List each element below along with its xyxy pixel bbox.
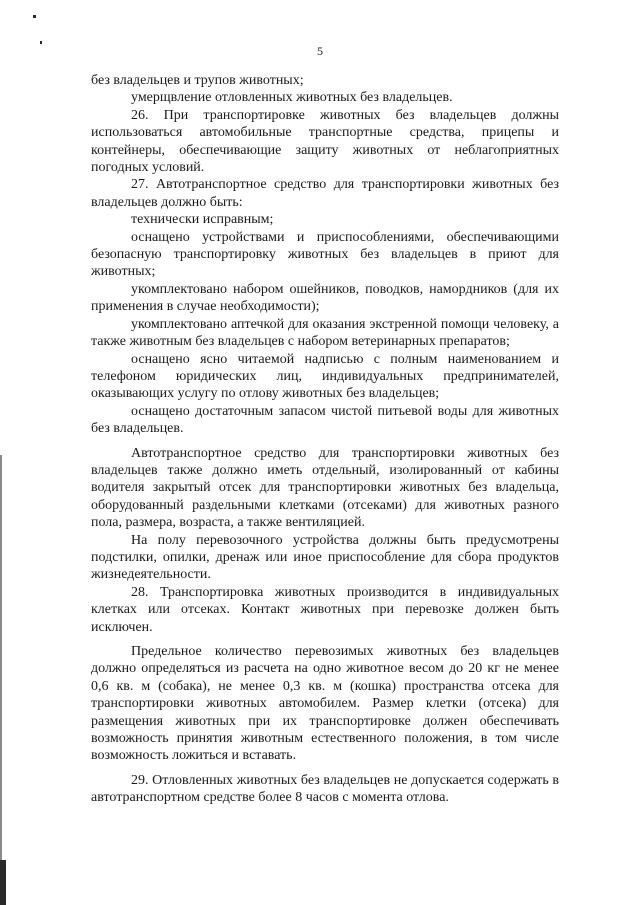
scan-mark xyxy=(33,15,36,18)
paragraph: технически исправным; xyxy=(131,212,274,228)
paragraph: Автотранспортное средство для транспортировки животных без владельцев также должно иметь отдельный, изолированный от кабины водителя закрытый отсек для транспортировки животных без владельца, оборудованный раздельными клетками (отсеками) для животных разного пола, размера, возраста, а также вентиляцией. xyxy=(91,445,559,531)
paragraph: оснащено устройствами и приспособлениями, обеспечивающими безопасную транспортировку животных без владельцев в приют для животных; xyxy=(91,229,559,280)
document-body xyxy=(91,72,559,807)
page-number: 5 xyxy=(317,44,323,58)
paragraph: умерщвление отловленных животных без владельцев. xyxy=(131,90,453,106)
paragraph: укомплектовано набором ошейников, поводков, намордников (для их применения в случае необходимости); xyxy=(91,281,559,315)
paragraph: оснащено достаточным запасом чистой питьевой воды для животных без владельцев. xyxy=(91,403,559,437)
paragraph: 28. Транспортировка животных производится в индивидуальных клетках или отсеках. Контакт животных при перевозке должен быть исключен. xyxy=(91,584,559,635)
paragraph: укомплектовано аптечкой для оказания экстренной помощи человеку, а также животным без владельцев с набором ветеринарных препаратов; xyxy=(91,316,559,350)
paragraph: 26. При транспортировке животных без владельцев должны использоваться автомобильные транспортные средства, прицепы и контейнеры, обеспечивающие защиту животных от неблагоприятных погодных условий. xyxy=(91,107,559,176)
paragraph: На полу перевозочного устройства должны быть предусмотрены подстилки, опилки, дренаж или иное приспособление для сбора продуктов жизнедеятельности. xyxy=(91,532,559,583)
scan-mark xyxy=(40,41,42,44)
paragraph: Предельное количество перевозимых животных без владельцев должно определяться из расчета на одно животное весом до 20 кг не менее 0,6 кв. м (собака), не менее 0,3 кв. м (кошка) пространства отсека для транспортировки животных автомобилем. Размер клетки (отсека) для размещения животных при их транспортировке должен обеспечивать возможность принятия животным естественного положения, в том числе возможность ложиться и вставать. xyxy=(91,644,559,764)
paragraph: 27. Автотранспортное средство для транспортировки животных без владельцев должно быть: xyxy=(91,177,559,210)
scan-mark xyxy=(0,860,6,905)
paragraph: оснащено ясно читаемой надписью с полным наименованием и телефоном юридических лиц, индивидуальных предпринимателей, оказывающих услугу по отлову животных без владельцев; xyxy=(91,351,559,402)
paragraph: без владельцев и трупов животных; xyxy=(91,73,304,88)
scan-mark xyxy=(0,455,2,885)
paragraph: 29. Отловленных животных без владельцев не допускается содержать в автотранспортном средстве более 8 часов с момента отлова. xyxy=(91,772,559,806)
